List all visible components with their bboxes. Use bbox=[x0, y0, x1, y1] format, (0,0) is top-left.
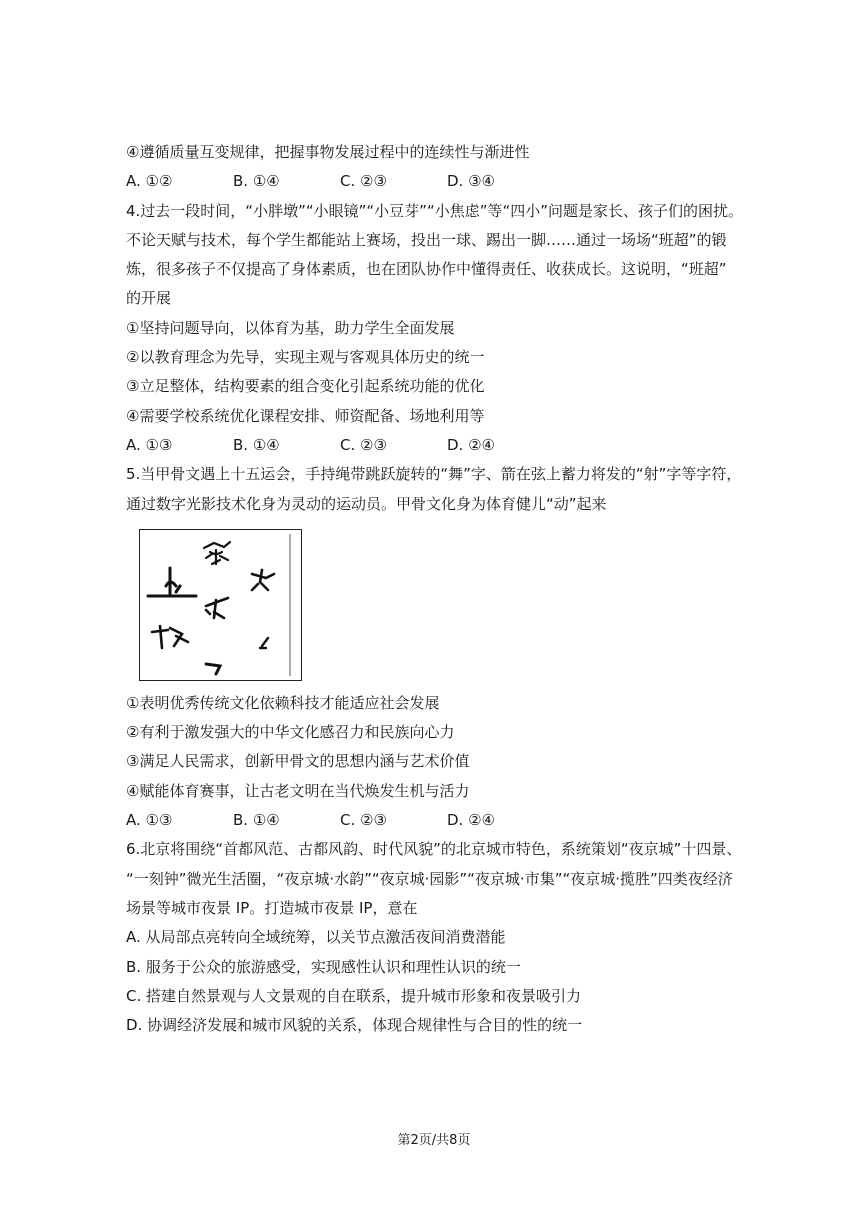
glyph-lower-left bbox=[152, 626, 188, 648]
q5-statement-2: ②有利于激发强大的中华文化感召力和民族向心力 bbox=[126, 723, 455, 742]
q5-option-c: C. ②③ bbox=[340, 811, 387, 830]
q4-statement-2: ②以教育理念为先导，实现主观与客观具体历史的统一 bbox=[126, 348, 485, 367]
q3-options bbox=[126, 167, 751, 196]
q3-statement-4: ④遵循质量互变规律，把握事物发展过程中的连续性与渐进性 bbox=[126, 143, 530, 161]
q3-option-c: C. ②③ bbox=[340, 172, 387, 191]
q5-option-a: A. ①③ bbox=[126, 811, 173, 830]
q4-option-d: D. ②④ bbox=[447, 435, 495, 454]
q5-options bbox=[126, 806, 751, 835]
oracle-bone-glyphs-image bbox=[140, 530, 301, 680]
q6-choice-d: D. 协调经济发展和城市风貌的关系，体现合规律性与合目的性的统一 bbox=[126, 1016, 583, 1035]
glyph-small-mark bbox=[260, 638, 268, 648]
q5-option-b: B. ①④ bbox=[233, 811, 280, 830]
glyph-center bbox=[206, 598, 228, 618]
q3-option-d: D. ③④ bbox=[447, 172, 495, 191]
glyph-stand bbox=[148, 568, 196, 596]
q4-stem-line: 不论天赋与技术，每个学生都能站上赛场，投出一球、踢出一脚……通过一场场“班超”的锻 bbox=[126, 230, 727, 249]
q6-stem-line: “一刻钟”微光生活圈，“夜京城·水韵”“夜京城·园影”“夜京城·市集”“夜京城·揽胜”四类夜经济 bbox=[126, 869, 733, 888]
q5-stem-line: 通过数字光影技术化身为灵动的运动员。甲骨文化身为体育健儿“动”起来 bbox=[126, 494, 607, 513]
q4-option-b: B. ①④ bbox=[233, 435, 280, 454]
q5-statement-1: ①表明优秀传统文化依赖科技才能适应社会发展 bbox=[126, 693, 440, 712]
q4-statement-3: ③立足整体，结构要素的组合变化引起系统功能的优化 bbox=[126, 377, 485, 396]
q4-option-c: C. ②③ bbox=[340, 435, 387, 454]
page-content bbox=[126, 138, 751, 1040]
q4-stem-line: 炼，很多孩子不仅提高了身体素质，也在团队协作中懂得责任、收获成长。这说明，“班超” bbox=[126, 260, 727, 279]
q4-statement-4: ④需要学校系统优化课程安排、师资配备、场地利用等 bbox=[126, 406, 485, 425]
q3-option-b: B. ①④ bbox=[233, 172, 280, 191]
q5-statement-3: ③满足人民需求，创新甲骨文的思想内涵与艺术价值 bbox=[126, 752, 470, 771]
q4-stem-line: 的开展 bbox=[126, 289, 172, 308]
q4-options bbox=[126, 431, 751, 460]
q4-stem-line: 4.过去一段时间，“小胖墩”“小眼镜”“小豆芽”“小焦虑”等“四小”问题是家长、孩子们的困扰。 bbox=[126, 201, 744, 220]
glyph-dance bbox=[204, 542, 230, 564]
q6-stem-line: 6.北京将围绕“首都风范、古都风韵、时代风貌”的北京城市特色，系统策划“夜京城”十四景、 bbox=[126, 840, 742, 859]
q6-stem-line: 场景等城市夜景 IP。打造城市夜景 IP，意在 bbox=[126, 898, 418, 917]
q4-option-a: A. ①③ bbox=[126, 435, 173, 454]
q5-option-d: D. ②④ bbox=[447, 811, 495, 830]
q3-option-a: A. ①② bbox=[126, 172, 173, 191]
q6-choice-a: A. 从局部点亮转向全域统筹，以关节点激活夜间消费潜能 bbox=[126, 928, 506, 947]
q4-statement-1: ①坚持问题导向，以体育为基，助力学生全面发展 bbox=[126, 318, 455, 337]
q5-statement-4: ④赋能体育赛事，让古老文明在当代焕发生机与活力 bbox=[126, 781, 470, 800]
glyph-bottom bbox=[206, 664, 220, 674]
page-footer: 第2页/共8页 bbox=[397, 1133, 471, 1148]
q6-choice-c: C. 搭建自然景观与人文景观的自在联系，提升城市形象和夜景吸引力 bbox=[126, 986, 582, 1005]
q6-choice-b: B. 服务于公众的旅游感受，实现感性认识和理性认识的统一 bbox=[126, 957, 521, 976]
oracle-bone-figure bbox=[139, 529, 302, 681]
q5-stem-line: 5.当甲骨文遇上十五运会，手持绳带跳跃旋转的“舞”字、箭在弦上蓄力将发的“射”字等字符， bbox=[126, 465, 742, 484]
glyph-archer bbox=[252, 570, 274, 590]
